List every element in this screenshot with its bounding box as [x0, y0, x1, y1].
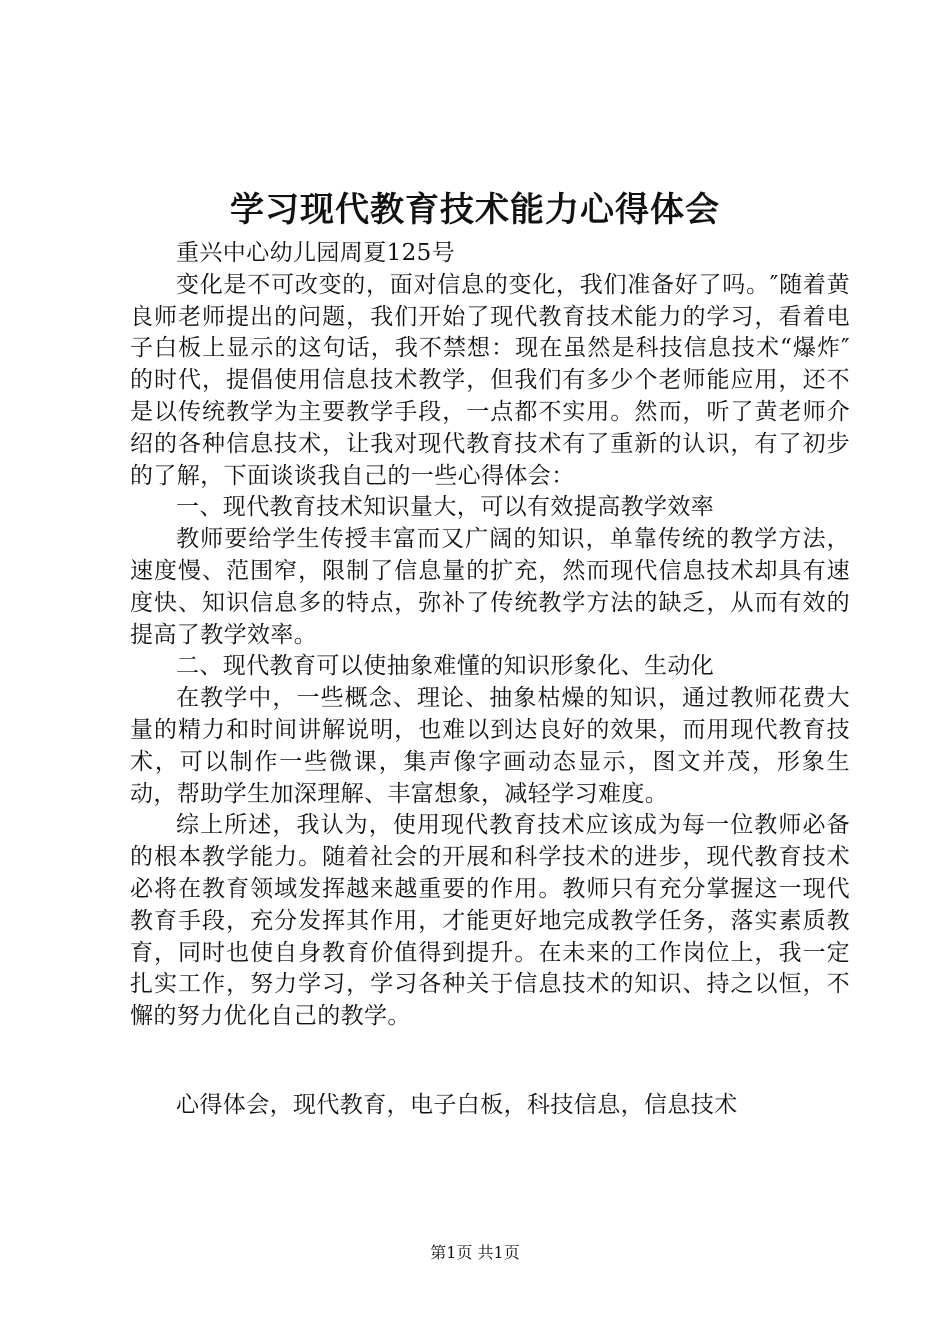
author-line: 重兴中心幼儿园周夏125号 [176, 240, 456, 266]
conclusion-paragraph: 综上所述，我认为，使用现代教育技术应该成为每一位教师必备的根本教学能力。随着社会的开展和科学技术的进步，现代教育技术必将在教育领域发挥越来越重要的作用。教师只有充分掌握这一现代教育手段，充分发挥其作用，才能更好地完成教学任务，落实素质教育，同时也使自身教育价值得到提升。在未来的工作岗位上，我一定扎实工作，努力学习，学习各种关于信息技术的知识、持之以恒，不懈的努力优化自己的教学。 [130, 812, 850, 1030]
document-body [130, 238, 850, 1033]
section-paragraph-2: 在教学中，一些概念、理论、抽象枯燥的知识，通过教师花费大量的精力和时间讲解说明，也难以到达良好的效果，而用现代教育技术，可以制作一些微课，集声像字画动态显示，图文并茂，形象生动，帮助学生加深理解、丰富想象，减轻学习难度。 [130, 685, 850, 807]
intro-paragraph: 变化是不可改变的，面对信息的变化，我们准备好了吗。″随着黄良师老师提出的问题，我们开始了现代教育技术能力的学习，看着电子白板上显示的这句话，我不禁想：现在虽然是科技信息技术“爆炸″的时代，提倡使用信息技术教学，但我们有多少个老师能应用，还不是以传统教学为主要教学手段，一点都不实用。然而，听了黄老师介绍的各种信息技术，让我对现代教育技术有了重新的认识，有了初步的了解，下面谈谈我自己的一些心得体会： [130, 271, 850, 489]
document-title: 学习现代教育技术能力心得体会 [230, 190, 720, 230]
section-paragraph-1: 教师要给学生传授丰富而又广阔的知识，单靠传统的教学方法，速度慢、范围窄，限制了信息量的扩充，然而现代信息技术却具有速度快、知识信息多的特点，弥补了传统教学方法的缺乏，从而有效的提高了教学效率。 [130, 526, 850, 648]
page-footer: 第1页 共1页 [430, 1243, 520, 1262]
section-heading-2: 二、现代教育可以使抽象难懂的知识形象化、生动化 [176, 653, 715, 680]
keywords-line: 心得体会，现代教育，电子白板，科技信息，信息技术 [176, 1092, 738, 1118]
section-heading-1: 一、现代教育技术知识量大，可以有效提高教学效率 [176, 494, 715, 521]
